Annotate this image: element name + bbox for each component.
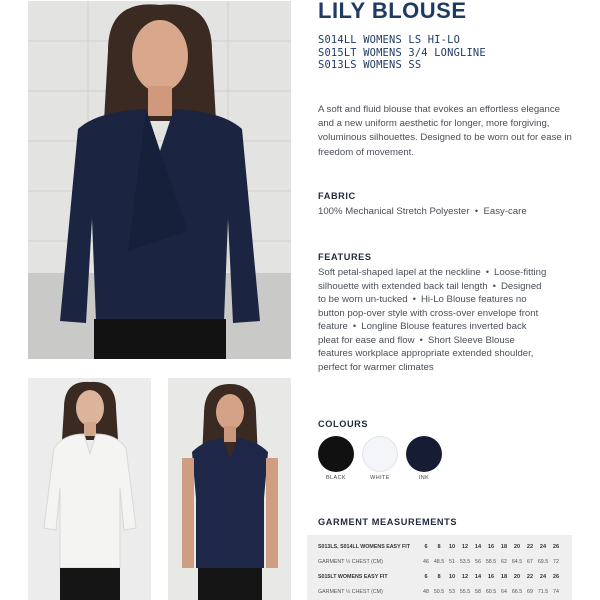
bullet-separator: • [352, 321, 357, 332]
measurement-cell: 55.5 [459, 589, 471, 595]
measurement-cell: 14 [474, 574, 482, 580]
measurement-cell: 53 [449, 589, 455, 595]
measurement-cell: 74 [553, 589, 559, 595]
measurement-cell: 20 [513, 574, 521, 580]
feature-item: Designed to be worn un-tucked [318, 280, 542, 305]
measurement-row-label: GARMENT ½ CHEST (CM) [318, 559, 383, 565]
measurement-cell: 26 [552, 574, 560, 580]
fabric-item: Easy-care [483, 206, 527, 217]
colours-heading: COLOURS [318, 419, 369, 429]
features-list [318, 266, 548, 374]
measurement-cell: 22 [526, 544, 534, 550]
measurement-cell: 69 [527, 589, 533, 595]
colour-label-ink: INK [418, 475, 430, 481]
product-description: A soft and fluid blouse that evokes an effortless elegance and a new uniform aesthetic for longer, more forgiving, voluminous silhouettes. Designed to be worn out for ease in freedom of movement. [318, 104, 572, 158]
measurement-cell: 12 [461, 574, 469, 580]
measurement-chest-row [307, 584, 572, 599]
measurement-cell: 24 [539, 544, 547, 550]
measurement-cell: 6 [424, 544, 428, 550]
measurement-cell: 24 [539, 574, 547, 580]
measurement-cell: 6 [424, 574, 428, 580]
measurements-heading: GARMENT MEASUREMENTS [318, 517, 458, 527]
fabric-item: 100% Mechanical Stretch Polyester [318, 206, 470, 217]
feature-item: Soft petal-shaped lapel at the neckline [318, 267, 481, 278]
measurement-cell: 51 [449, 559, 455, 565]
measurement-cell: 46 [423, 559, 429, 565]
measurement-cell: 53.5 [459, 559, 471, 565]
colour-swatch-black[interactable] [318, 436, 354, 472]
colour-swatch-ink[interactable] [406, 436, 442, 472]
measurement-cell: 62 [501, 559, 507, 565]
product-code: S015LT WOMENS 3/4 LONGLINE [318, 46, 486, 59]
product-photo-main [28, 1, 291, 359]
feature-item: Hi-Lo Blouse features no button pop-over style with cross-over envelope front feature [318, 294, 539, 332]
measurement-row-label: S015LT WOMENS EASY FIT [318, 574, 388, 580]
measurement-cell: 8 [437, 574, 441, 580]
colour-label-white: WHITE [370, 475, 390, 481]
measurement-cell: 48 [423, 589, 429, 595]
measurement-size-row [307, 569, 572, 584]
measurement-cell: 10 [448, 544, 456, 550]
measurement-cell: 58 [475, 589, 481, 595]
fabric-details [318, 206, 574, 217]
feature-item: Loose-fitting silhouette with extended back tail length [318, 267, 547, 292]
measurement-cell: 26 [552, 544, 560, 550]
measurement-cell: 14 [474, 544, 482, 550]
colour-label-black: BLACK [325, 475, 347, 481]
measurement-cell: 66.5 [511, 589, 523, 595]
measurement-cell: 8 [437, 544, 441, 550]
measurement-cell: 67 [527, 559, 533, 565]
bullet-separator: • [485, 267, 490, 278]
measurement-cell: 72 [553, 559, 559, 565]
measurement-cell: 18 [500, 574, 508, 580]
measurement-cell: 69.5 [537, 559, 549, 565]
colour-swatch-white[interactable] [362, 436, 398, 472]
measurement-cell: 64 [501, 589, 507, 595]
product-code: S014LL WOMENS LS HI-LO [318, 34, 461, 46]
measurement-cell: 56 [475, 559, 481, 565]
measurement-row-label: S013LS, S014LL WOMENS EASY FIT [318, 544, 410, 550]
measurement-cell: 64.5 [511, 559, 523, 565]
feature-item: Longline Blouse features inverted back pleat for ease and flow [318, 321, 527, 346]
measurement-cell: 71.5 [537, 589, 549, 595]
measurement-cell: 12 [461, 544, 469, 550]
measurement-cell: 16 [487, 544, 495, 550]
fabric-heading: FABRIC [318, 191, 356, 201]
features-heading: FEATURES [318, 252, 372, 262]
measurement-cell: 22 [526, 574, 534, 580]
measurements-table [307, 535, 572, 600]
measurement-chest-row [307, 554, 572, 569]
bullet-separator: • [419, 334, 423, 346]
product-photo-white-blouse [28, 378, 151, 600]
feature-item: Short Sleeve Blouse features workplace appropriate extended shoulder, perfect for warmer climates [318, 334, 534, 373]
product-photo-short-sleeve [168, 378, 291, 600]
measurement-cell: 48.5 [433, 559, 445, 565]
measurement-cell: 60.5 [485, 589, 497, 595]
measurement-cell: 50.5 [433, 589, 445, 595]
bullet-separator: • [492, 280, 496, 292]
product-title: LILY BLOUSE [318, 0, 467, 23]
measurement-cell: 10 [448, 574, 456, 580]
measurement-row-label: GARMENT ½ CHEST (CM) [318, 589, 383, 595]
measurement-cell: 18 [500, 544, 508, 550]
bullet-separator: • [412, 294, 416, 305]
product-code: S013LS WOMENS SS [318, 59, 422, 71]
bullet-separator: • [469, 206, 484, 217]
measurement-cell: 20 [513, 544, 521, 550]
product-codes [318, 34, 486, 72]
measurement-size-row [307, 539, 572, 554]
measurement-cell: 58.5 [485, 559, 497, 565]
measurement-cell: 16 [487, 574, 495, 580]
